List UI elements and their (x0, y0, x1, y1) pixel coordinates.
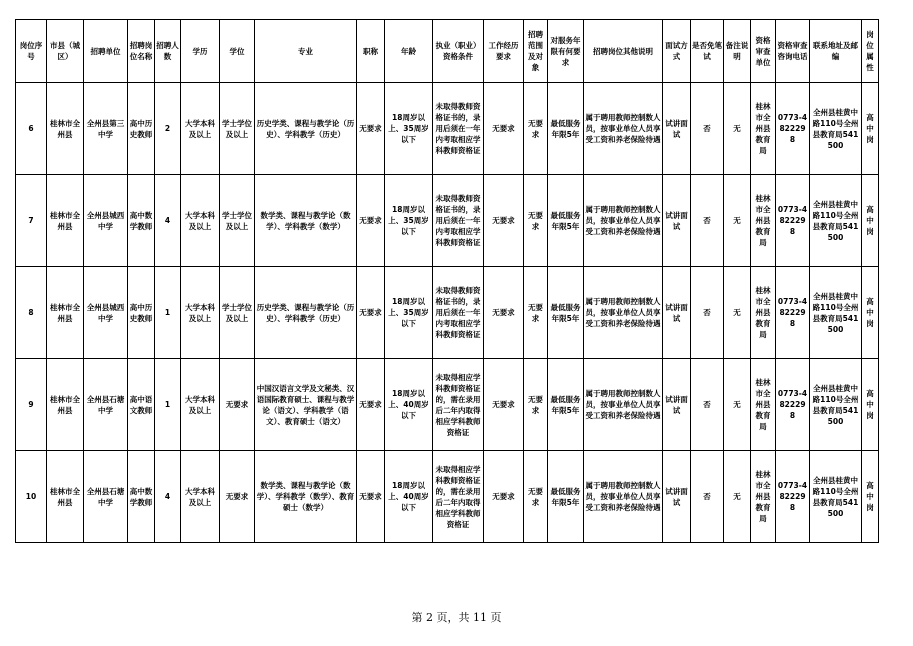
table-cell: 属于聘用教师控制数人员，按事业单位人员享受工资和养老保险待遇 (584, 451, 663, 543)
table-cell: 全州县第三中学 (84, 83, 128, 175)
header-cell: 联系地址及邮编 (810, 20, 862, 83)
table-cell: 桂林市全州县教育局 (751, 359, 776, 451)
table-cell: 学士学位及以上 (220, 267, 255, 359)
table-row (16, 267, 879, 359)
table-cell: 6 (16, 83, 47, 175)
header-cell: 年龄 (385, 20, 433, 83)
header-cell: 资格审查单位 (751, 20, 776, 83)
table-cell: 全州县桂黄中路110号全州县教育局541500 (810, 359, 862, 451)
table-cell: 0773-4822298 (776, 359, 810, 451)
header-cell: 招聘单位 (84, 20, 128, 83)
table-cell: 高中数学教师 (128, 175, 155, 267)
header-cell: 招聘岗位其他说明 (584, 20, 663, 83)
table-body (16, 83, 879, 543)
table-cell: 无 (724, 267, 751, 359)
table-cell: 全州县城西中学 (84, 175, 128, 267)
header-cell: 岗位属性 (862, 20, 879, 83)
table-cell: 数学类、课程与教学论（数学）、学科教学（数学）、教育硕士（数学） (255, 451, 357, 543)
table-cell: 属于聘用教师控制数人员，按事业单位人员享受工资和养老保险待遇 (584, 267, 663, 359)
header-cell: 学历 (181, 20, 220, 83)
table-cell: 历史学类、课程与教学论（历史）、学科教学（历史） (255, 267, 357, 359)
header-cell: 岗位序号 (16, 20, 47, 83)
table-cell: 高中数学教师 (128, 451, 155, 543)
table-cell: 2 (155, 83, 181, 175)
table-cell: 全州县石塘中学 (84, 359, 128, 451)
table-cell: 全州县桂黄中路110号全州县教育局541500 (810, 267, 862, 359)
table-cell: 无要求 (524, 451, 548, 543)
table-cell: 无要求 (357, 267, 385, 359)
table-cell: 桂林市全州县教育局 (751, 83, 776, 175)
table-cell: 大学本科及以上 (181, 175, 220, 267)
table-cell: 学士学位及以上 (220, 83, 255, 175)
table-cell: 大学本科及以上 (181, 359, 220, 451)
table-cell: 1 (155, 267, 181, 359)
table-cell: 桂林市全州县教育局 (751, 175, 776, 267)
table-cell: 试讲面试 (663, 451, 691, 543)
table-cell: 高中岗 (862, 451, 879, 543)
table-cell: 高中岗 (862, 83, 879, 175)
table-cell: 全州县桂黄中路110号全州县教育局541500 (810, 451, 862, 543)
table-row (16, 451, 879, 543)
table-cell: 桂林市全州县 (47, 451, 84, 543)
table-cell: 0773-4822298 (776, 175, 810, 267)
table-cell: 桂林市全州县 (47, 359, 84, 451)
table-cell: 4 (155, 451, 181, 543)
header-cell: 招聘范围及对象 (524, 20, 548, 83)
table-cell: 试讲面试 (663, 359, 691, 451)
table-cell: 无要求 (484, 175, 524, 267)
table-cell: 无 (724, 359, 751, 451)
table-cell: 9 (16, 359, 47, 451)
recruitment-table (15, 19, 879, 543)
table-cell: 无要求 (524, 267, 548, 359)
table-cell: 否 (691, 83, 724, 175)
table-row (16, 359, 879, 451)
table-cell: 否 (691, 359, 724, 451)
table-cell: 高中历史教师 (128, 83, 155, 175)
table-cell: 未取得教师资格证书的，录用后须在一年内考取相应学科教师资格证 (433, 175, 484, 267)
table-cell: 属于聘用教师控制数人员，按事业单位人员享受工资和养老保险待遇 (584, 359, 663, 451)
table-cell: 8 (16, 267, 47, 359)
table-cell: 桂林市全州县教育局 (751, 267, 776, 359)
table-cell: 最低服务年限5年 (548, 175, 584, 267)
header-cell: 面试方式 (663, 20, 691, 83)
header-cell: 是否免笔试 (691, 20, 724, 83)
table-cell: 试讲面试 (663, 267, 691, 359)
page-footer: 第 2 页，共 11 页 (411, 611, 502, 624)
table-cell: 无要求 (524, 175, 548, 267)
table-cell: 学士学位及以上 (220, 175, 255, 267)
table-cell: 无要求 (357, 359, 385, 451)
table-cell: 7 (16, 175, 47, 267)
table-cell: 试讲面试 (663, 83, 691, 175)
table-cell: 10 (16, 451, 47, 543)
table-cell: 无要求 (357, 83, 385, 175)
table-cell: 全州县桂黄中路110号全州县教育局541500 (810, 175, 862, 267)
table-cell: 未取得教师资格证书的，录用后须在一年内考取相应学科教师资格证 (433, 267, 484, 359)
table-cell: 0773-4822298 (776, 451, 810, 543)
table-cell: 属于聘用教师控制数人员，按事业单位人员享受工资和养老保险待遇 (584, 175, 663, 267)
table-row (16, 175, 879, 267)
table-cell: 全州县桂黄中路110号全州县教育局541500 (810, 83, 862, 175)
table-cell: 数学类、课程与教学论（数学）、学科教学（数学） (255, 175, 357, 267)
table-cell: 中国汉语言文学及文秘类、汉语国际教育硕士、课程与教学论（语文）、学科教学（语文）、教育硕士（语文） (255, 359, 357, 451)
table-cell: 无 (724, 451, 751, 543)
table-cell: 0773-4822298 (776, 267, 810, 359)
table-cell: 桂林市全州县 (47, 83, 84, 175)
table-cell: 无要求 (524, 359, 548, 451)
table-cell: 4 (155, 175, 181, 267)
table-cell: 18周岁以上、40周岁以下 (385, 359, 433, 451)
header-cell: 执业（职业）资格条件 (433, 20, 484, 83)
table-cell: 最低服务年限5年 (548, 83, 584, 175)
header-cell: 资格审查咨询电话 (776, 20, 810, 83)
table-cell: 属于聘用教师控制数人员，按事业单位人员享受工资和养老保险待遇 (584, 83, 663, 175)
table-cell: 高中岗 (862, 175, 879, 267)
table-cell: 高中岗 (862, 359, 879, 451)
table-cell: 18周岁以上、35周岁以下 (385, 267, 433, 359)
table-cell: 最低服务年限5年 (548, 359, 584, 451)
header-cell: 对服务年限有何要求 (548, 20, 584, 83)
table-cell: 未取得教师资格证书的，录用后须在一年内考取相应学科教师资格证 (433, 83, 484, 175)
table-cell: 最低服务年限5年 (548, 267, 584, 359)
header-cell: 招聘岗位名称 (128, 20, 155, 83)
table-cell: 否 (691, 451, 724, 543)
table-cell: 无要求 (220, 359, 255, 451)
table-cell: 高中岗 (862, 267, 879, 359)
table-cell: 无 (724, 175, 751, 267)
table-cell: 全州县石塘中学 (84, 451, 128, 543)
table-row (16, 83, 879, 175)
table-cell: 18周岁以上、40周岁以下 (385, 451, 433, 543)
table-cell: 无要求 (484, 451, 524, 543)
table-cell: 大学本科及以上 (181, 267, 220, 359)
header-cell: 职称 (357, 20, 385, 83)
table-cell: 未取得相应学科教师资格证的，需在录用后二年内取得相应学科教师资格证 (433, 359, 484, 451)
table-cell: 无要求 (357, 175, 385, 267)
header-cell: 专业 (255, 20, 357, 83)
table-cell: 否 (691, 267, 724, 359)
header-cell: 工作经历要求 (484, 20, 524, 83)
table-cell: 全州县城西中学 (84, 267, 128, 359)
table-cell: 无要求 (357, 451, 385, 543)
table-cell: 最低服务年限5年 (548, 451, 584, 543)
table-cell: 桂林市全州县教育局 (751, 451, 776, 543)
table-cell: 无要求 (524, 83, 548, 175)
table-cell: 无要求 (220, 451, 255, 543)
header-cell: 招聘人数 (155, 20, 181, 83)
table-cell: 大学本科及以上 (181, 83, 220, 175)
table-cell: 18周岁以上、35周岁以下 (385, 83, 433, 175)
table-cell: 桂林市全州县 (47, 175, 84, 267)
header-cell: 备注说明 (724, 20, 751, 83)
table-cell: 无要求 (484, 359, 524, 451)
table-cell: 18周岁以上、35周岁以下 (385, 175, 433, 267)
table-cell: 高中历史教师 (128, 267, 155, 359)
header-cell: 学位 (220, 20, 255, 83)
table-cell: 无要求 (484, 267, 524, 359)
table-cell: 0773-4822298 (776, 83, 810, 175)
table-cell: 高中语文教师 (128, 359, 155, 451)
table-cell: 否 (691, 175, 724, 267)
table-cell: 桂林市全州县 (47, 267, 84, 359)
table-cell: 1 (155, 359, 181, 451)
table-cell: 历史学类、课程与教学论（历史）、学科教学（历史） (255, 83, 357, 175)
table-cell: 未取得相应学科教师资格证的，需在录用后二年内取得相应学科教师资格证 (433, 451, 484, 543)
table-cell: 无要求 (484, 83, 524, 175)
table-cell: 试讲面试 (663, 175, 691, 267)
table-header-row (16, 20, 879, 83)
table-cell: 无 (724, 83, 751, 175)
header-cell: 市县（城区） (47, 20, 84, 83)
table-cell: 大学本科及以上 (181, 451, 220, 543)
